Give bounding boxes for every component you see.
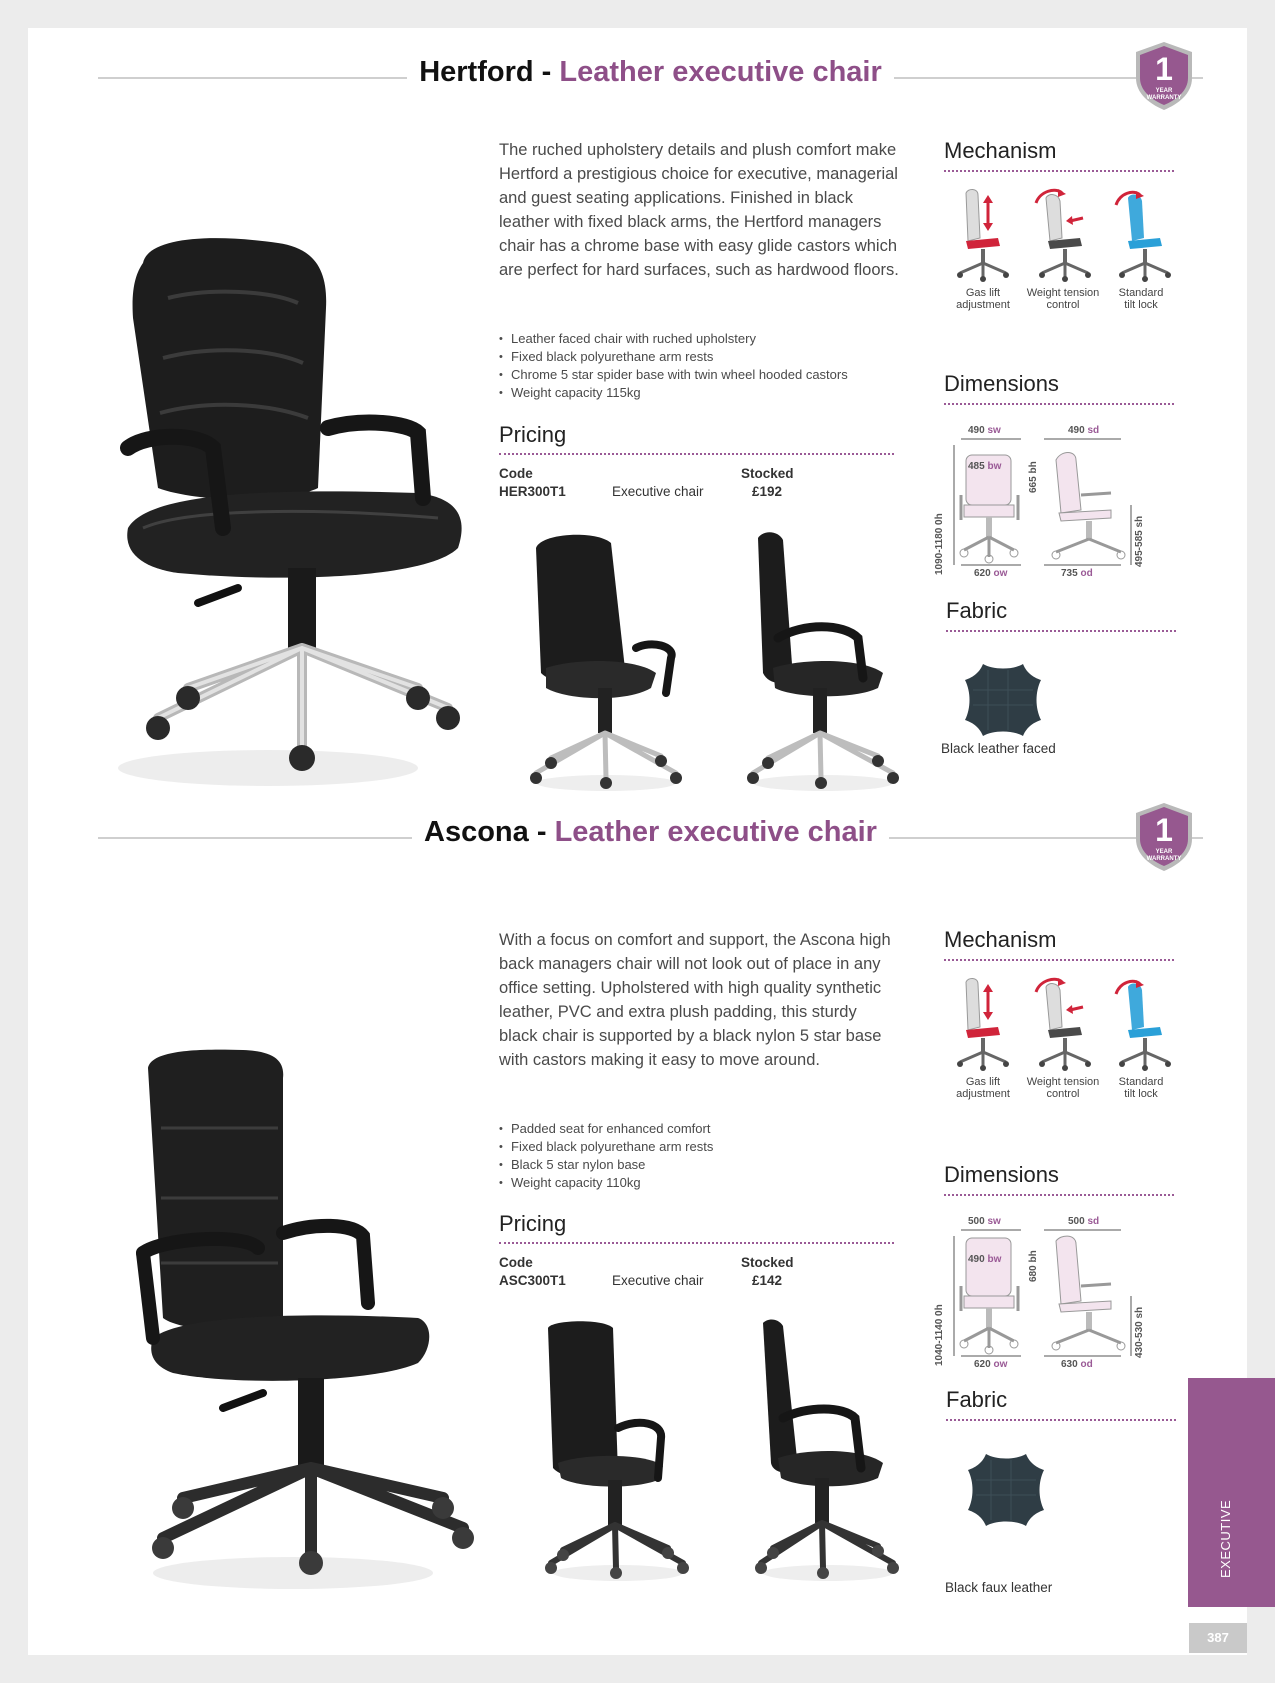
pricing-heading: Pricing	[499, 1211, 567, 1236]
stocked-header: Stocked	[741, 1255, 794, 1270]
gas-lift-icon	[948, 972, 1018, 1072]
warranty-number: 1	[1155, 812, 1173, 848]
fabric-heading: Fabric	[946, 1387, 1008, 1412]
pricing-heading: Pricing	[499, 422, 567, 447]
pricing-divider	[499, 1242, 894, 1244]
mechanism-label: Standard tilt lock	[1118, 1076, 1164, 1100]
dim-back-height: 680 bh	[1028, 1250, 1039, 1282]
product-name: Hertford	[419, 56, 534, 88]
feature-item: • Padded seat for enhanced comfort	[499, 1120, 899, 1138]
dimensions-heading: Dimensions	[944, 1162, 1059, 1187]
chair-back-view-photo	[516, 528, 696, 798]
product-description: The ruched upholstery details and plush comfort make Hertford a prestigious choice for executive, managerial and guest seating applications. Finished in black leather with fixed black arms, the Hertford managers chair has a chrome base with easy glide castors which are perfect for hard surfaces, such as hardwood floors.	[499, 141, 899, 279]
product-subtitle: Leather executive chair	[559, 56, 882, 88]
feature-item: • Leather faced chair with ruched upholstery	[499, 330, 899, 348]
feature-item: • Black 5 star nylon base	[499, 1156, 899, 1174]
product-title-row	[98, 56, 1203, 98]
product-subtitle: Leather executive chair	[554, 816, 877, 848]
weight-tension-mechanism	[1024, 972, 1102, 1122]
dim-seat-depth: 490 sd	[1068, 425, 1100, 436]
product-section-hertford	[28, 28, 1247, 818]
title-dash: -	[541, 56, 552, 88]
mechanism-icons	[944, 972, 1184, 1122]
tilt-lock-icon	[1106, 972, 1176, 1072]
warranty-badge-icon	[1132, 801, 1196, 873]
tilt-lock-mechanism	[1102, 183, 1180, 333]
warranty-label: WARRANTY	[1146, 856, 1182, 862]
product-title	[98, 816, 1203, 849]
stocked-header: Stocked	[741, 466, 794, 481]
gas-lift-mechanism	[944, 972, 1022, 1122]
fabric-divider	[946, 630, 1176, 632]
mechanism-label: Weight tension control	[1026, 287, 1100, 311]
warranty-year: YEAR	[1155, 849, 1173, 855]
product-description: With a focus on comfort and support, the Ascona high back managers chair will not look out of place in any office setting. Upholstered with high quality synthetic leather, PVC and extra plush padding, this sturdy black chair is supported by a black nylon 5 star base with castors making it easy to move around.	[499, 931, 891, 1069]
mechanism-label: Standard tilt lock	[1118, 287, 1164, 311]
dim-overall-height: 1090-1180 0h	[934, 513, 945, 575]
code-header: Code	[499, 1255, 533, 1270]
product-code: ASC300T1	[499, 1273, 566, 1288]
dim-overall-width: 620 ow	[974, 1359, 1008, 1370]
title-dash: -	[536, 816, 547, 848]
product-name: Ascona	[424, 816, 529, 848]
dimensions-divider	[944, 403, 1174, 405]
mechanism-divider	[944, 170, 1174, 172]
catalogue-page	[28, 28, 1247, 1655]
dim-seat-height: 495-585 sh	[1134, 515, 1145, 567]
product-code: HER300T1	[499, 484, 566, 499]
dim-overall-height: 1040-1140 0h	[934, 1304, 945, 1366]
fabric-heading: Fabric	[946, 598, 1008, 623]
feature-item: • Fixed black polyurethane arm rests	[499, 348, 899, 366]
dim-overall-depth: 630 od	[1061, 1359, 1093, 1370]
mechanism-heading: Mechanism	[944, 138, 1057, 163]
mechanism-heading: Mechanism	[944, 927, 1057, 952]
page-number: 387	[1189, 1623, 1247, 1653]
chair-main-photo	[123, 1048, 503, 1608]
warranty-badge-icon	[1132, 40, 1196, 112]
chair-back-view-photo	[533, 1318, 703, 1588]
dimensions-diagram	[936, 1216, 1176, 1376]
mechanism-icons	[944, 183, 1184, 333]
dim-back-width: 485 bw	[968, 461, 1002, 472]
feature-item: • Weight capacity 110kg	[499, 1174, 899, 1192]
weight-tension-icon	[1028, 972, 1098, 1072]
leather-swatch-icon	[963, 660, 1043, 740]
dimensions-divider	[944, 1194, 1174, 1196]
weight-tension-mechanism	[1024, 183, 1102, 333]
tilt-lock-icon	[1106, 183, 1176, 283]
chair-side-view-photo	[743, 1318, 913, 1588]
category-label: EXECUTIVE	[1218, 1499, 1233, 1578]
chair-main-photo	[88, 228, 488, 808]
dimensions-diagram	[936, 425, 1176, 585]
feature-item: • Chrome 5 star spider base with twin wheel hooded castors	[499, 366, 899, 384]
product-price: £192	[752, 484, 783, 499]
fabric-label: Black leather faced	[941, 741, 1056, 756]
dimensions-heading: Dimensions	[944, 371, 1059, 396]
product-price: £142	[752, 1273, 783, 1288]
weight-tension-icon	[1028, 183, 1098, 283]
dim-seat-depth: 500 sd	[1068, 1216, 1100, 1227]
product-item: Executive chair	[612, 1273, 704, 1288]
feature-list	[499, 1120, 899, 1192]
feature-list	[499, 330, 899, 402]
feature-item: • Fixed black polyurethane arm rests	[499, 1138, 899, 1156]
mechanism-label: Gas lift adjustment	[956, 1076, 1010, 1100]
dim-seat-height: 430-530 sh	[1134, 1306, 1145, 1358]
feature-item: • Weight capacity 115kg	[499, 384, 899, 402]
gas-lift-icon	[948, 183, 1018, 283]
product-section-ascona	[28, 812, 1247, 1608]
category-side-tab	[1188, 1378, 1275, 1607]
code-header: Code	[499, 466, 533, 481]
product-title-row	[98, 816, 1203, 858]
mechanism-label: Gas lift adjustment	[956, 287, 1010, 311]
warranty-number: 1	[1155, 51, 1173, 87]
tilt-lock-mechanism	[1102, 972, 1180, 1122]
dim-seat-width: 490 sw	[968, 425, 1001, 436]
leather-swatch-icon	[966, 1450, 1046, 1530]
pricing-divider	[499, 453, 894, 455]
mechanism-divider	[944, 959, 1174, 961]
product-item: Executive chair	[612, 484, 704, 499]
dim-back-height: 665 bh	[1028, 461, 1039, 493]
chair-side-view-photo	[733, 528, 913, 798]
gas-lift-mechanism	[944, 183, 1022, 333]
mechanism-label: Weight tension control	[1026, 1076, 1100, 1100]
fabric-divider	[946, 1419, 1176, 1421]
dim-seat-width: 500 sw	[968, 1216, 1001, 1227]
warranty-year: YEAR	[1155, 88, 1173, 94]
dim-back-width: 490 bw	[968, 1254, 1002, 1265]
fabric-label: Black faux leather	[945, 1580, 1053, 1595]
product-title	[98, 56, 1203, 89]
dim-overall-depth: 735 od	[1061, 568, 1093, 579]
warranty-label: WARRANTY	[1146, 95, 1182, 101]
dim-overall-width: 620 ow	[974, 568, 1008, 579]
